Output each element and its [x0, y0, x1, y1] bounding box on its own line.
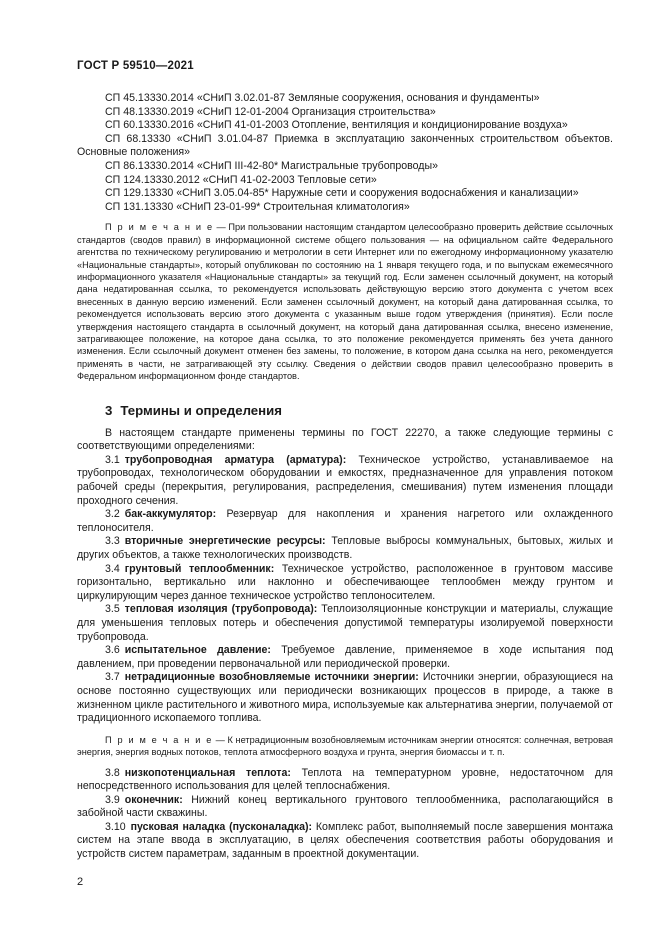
term-number: 3.6: [105, 644, 120, 657]
term-name: низкопотенциальная теплота:: [124, 766, 291, 779]
term-name: тепловая изоляция (трубопровода):: [124, 603, 318, 616]
reference-item: СП 131.13330 «СНиП 23-01-99* Строительная климатология»: [105, 200, 410, 213]
term-entry: [77, 603, 613, 644]
term-number: 3.3: [105, 535, 120, 548]
term-entry: [77, 794, 613, 821]
term-definition: Тепловые выбросы коммунальных, бытовых, жилых и других объектов, а также технологических производств.: [77, 535, 613, 561]
term-name: нетрадиционные возобновляемые источники энергии:: [124, 671, 419, 684]
term-entry: [77, 563, 613, 604]
term-entry: [77, 767, 613, 794]
note-label: П р и м е ч а н и е: [105, 222, 214, 233]
term-number: 3.9: [105, 793, 120, 806]
reference-item: СП 86.13330.2014 «СНиП III-42-80* Магистральные трубопроводы»: [105, 159, 438, 172]
page-number: 2: [77, 876, 84, 888]
term-number: 3.1: [105, 453, 120, 466]
term-number: 3.2: [105, 508, 120, 521]
reference-item: СП 124.13330.2012 «СНиП 41-02-2003 Тепловые сети»: [105, 173, 377, 186]
term-entry: [77, 535, 613, 562]
term-name: вторичные энергетические ресурсы:: [124, 535, 326, 548]
term-name: оконечник:: [124, 793, 183, 806]
term-name: испытательное давление:: [124, 644, 271, 657]
term-definition: Источники энергии, образующиеся на основе постоянно существующих или периодически возникающих процессов в природе, а также в жизненном цикле растительного и животного мира, используемые как альтернатива энергии, получаемой от традиционного ископаемого топлива.: [77, 671, 613, 725]
section-heading: [105, 403, 613, 418]
term-definition: Техническое устройство, устанавливаемое на трубопроводах, технологическом оборудовании и емкостях, предназначенное для управления потоком рабочей среды (перекрытия, регулирования, распределения, смешивания) путем изменения площади проходного сечения.: [77, 453, 613, 507]
page-content: [77, 92, 613, 862]
note-text: — К нетрадиционным возобновляемым источникам энергии относятся: солнечная, ветровая энергия, энергия водных потоков, теплота атмосферного воздуха и грунта, энергия биомассы и т. п.: [77, 734, 614, 758]
section-intro: В настоящем стандарте применены термины по ГОСТ 22270, а также следующие термины с соответствующими определениями:: [77, 426, 613, 453]
term-definition: Теплоизоляционные конструкции и материалы, служащие для уменьшения тепловых потерь и обеспечения допустимой температуры изолируемой поверхности трубопровода.: [77, 603, 613, 643]
term-definition: Резервуар для накопления и хранения нагретого или охлажденного теплоносителя.: [77, 508, 613, 534]
term-entry: [77, 508, 613, 535]
note-text: — При пользовании настоящим стандартом целесообразно проверить действие ссылочных стандартов (сводов правил) в информационной системе общего пользования — на официальном сайте Федерального агентства по техническому регулированию и метрологии в сети Интернет или по ежегодному информационному указателю «Национальные стандарты», который опубликован по состоянию на 1 января текущего года, и по выпускам ежемесячного информационного указателя «Национальные стандарты» за текущий год. Если заменен ссылочный документ, на который дана недатированная ссылка, то рекомендуется использовать действующую версию этого документа с учетом всех внесенных в данную версию изменений. Если заменен ссылочный документ, на который дана датированная ссылка, то рекомендуется использовать версию этого документа с указанным выше годом утверждения (принятия). Если после утверждения настоящего стандарта в ссылочный документ, на который дана датированная ссылка, внесено изменение, затрагивающее положение, на которое дана ссылка, то это положение рекомендуется применять без учета данного изменения. Если ссылочный документ отменен без замены, то положение, в котором дана ссылка на него, рекомендуется применять в части, не затрагивающей эту ссылку. Сведения о действии сводов правил целесообразно проверить в Федеральном информационном фонде стандартов.: [77, 222, 614, 382]
reference-item: СП 48.13330.2019 «СНиП 12-01-2004 Организация строительства»: [105, 105, 436, 118]
term-name: бак-аккумулятор:: [124, 508, 217, 521]
term-definition: Нижний конец вертикального грунтового теплообменника, располагающийся в забойной части скважины.: [77, 793, 613, 820]
section-title: Термины и определения: [120, 402, 282, 418]
reference-item: СП 60.13330.2016 «СНиП 41-01-2003 Отопление, вентиляция и кондиционирование воздуха»: [105, 119, 568, 132]
term-definition: Техническое устройство, расположенное в грунтовом массиве горизонтально, вертикально или наклонно и обеспечивающее теплообмен между грунтом и циркулирующим через данное техническое устройство теплоносителем.: [77, 562, 613, 602]
term-number: 3.10: [105, 820, 126, 833]
term-number: 3.7: [105, 671, 120, 684]
term-name: грунтовый теплообменник:: [124, 562, 275, 575]
term-number: 3.4: [105, 562, 120, 575]
section-number: 3: [105, 402, 113, 418]
term-definition: Комплекс работ, выполняемый после завершения монтажа систем на этапе ввода в эксплуатацию, в целях обеспечения соответствия работы оборудования и устройств систем параметрам, заданным в проектной документации.: [77, 820, 613, 861]
term-entry: [77, 671, 613, 725]
term-name: трубопроводная арматура (арматура):: [124, 453, 347, 466]
note-references: [77, 221, 613, 382]
term-name: пусковая наладка (пусконаладка):: [130, 820, 313, 833]
reference-item: СП 45.13330.2014 «СНиП 3.02.01-87 Земляные сооружения, основания и фундаменты»: [105, 92, 540, 104]
terms-block: [77, 427, 613, 726]
term-definition: Требуемое давление, применяемое в ходе испытания под давлением, при проведении первоначальной или периодической проверки.: [77, 644, 613, 670]
note-label: П р и м е ч а н и е: [105, 734, 213, 745]
note-renewables: [77, 734, 613, 759]
reference-item: СП 129.13330 «СНиП 3.05.04-85* Наружные сети и сооружения водоснабжения и канализации»: [105, 187, 579, 200]
term-definition: Теплота на температурном уровне, недостаточном для непосредственного использования для целей теплоснабжения.: [77, 766, 613, 793]
term-number: 3.5: [105, 603, 120, 616]
terms-block-continued: [77, 767, 613, 862]
reference-item: СП 68.13330 «СНиП 3.01.04-87 Приемка в эксплуатацию законченных строительством объектов. Основные положения»: [77, 132, 613, 159]
references-list: [77, 92, 613, 214]
term-entry: [77, 821, 613, 862]
term-entry: [77, 454, 613, 508]
term-entry: [77, 644, 613, 671]
term-number: 3.8: [105, 766, 120, 779]
document-header: ГОСТ Р 59510—2021: [77, 60, 194, 72]
